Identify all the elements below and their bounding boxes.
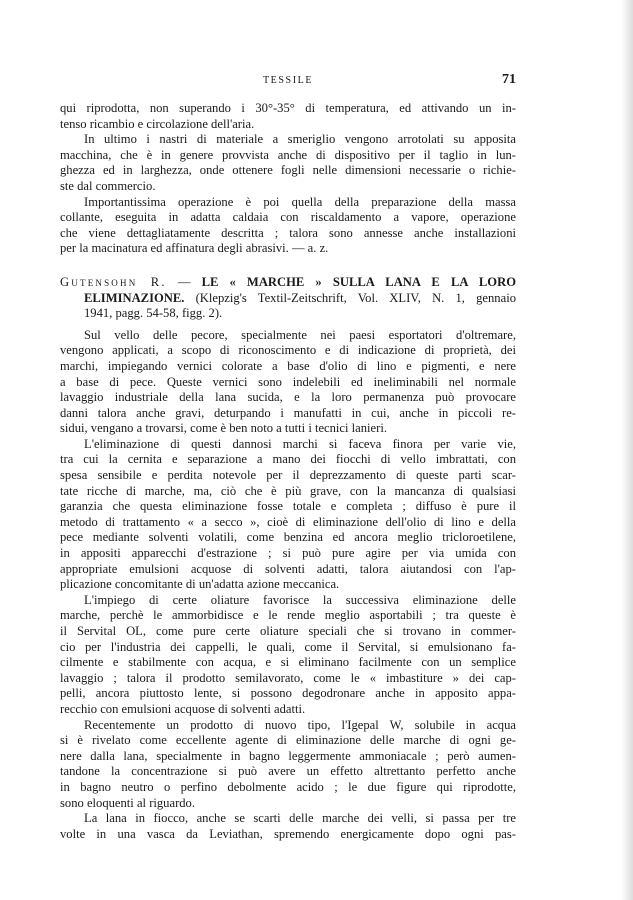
abstract-paragraph-2	[60, 437, 516, 593]
text-line: cilmente e stabilmente con acqua, e si eliminano facilmente con un semplice	[60, 655, 516, 670]
text-line: cio per l'industria dei cappelli, le quali, come il Servital, si emulsionano fa-	[60, 639, 516, 654]
text-line: metodo di trattamento « a secco », cioè di eliminazione dell'olio di lino e della	[60, 514, 516, 529]
text-line: tandone la concentrazione si può avere un effetto altrettanto perfetto anche	[60, 764, 516, 779]
text-line: collante, eseguita in adatta caldaia con riscaldamento a vapore, operazione	[60, 210, 516, 225]
abstract-paragraph-5	[60, 811, 516, 842]
running-head	[60, 72, 516, 90]
author-name: Gutensohn R.	[60, 274, 167, 289]
abstract-paragraph-3	[60, 593, 516, 718]
abstract-paragraph-4	[60, 718, 516, 812]
citation-part-2: 1941, pagg. 54-58, figg. 2).	[84, 306, 223, 321]
text-line: In ultimo i nastri di materiale a smeriglio vengono arrotolati su apposita	[84, 132, 516, 147]
text-line: Importantissima operazione è poi quella della preparazione della massa	[84, 194, 516, 209]
text-line: marche, perchè le ammorbidisce e le rende meglio asportabili ; tra queste è	[60, 608, 516, 623]
article-title-part-1: LE « MARCHE » SULLA LANA E LA LORO	[201, 274, 516, 289]
text-line: che viene dettagliatamente descritta ; talora sono annesse anche installazioni	[60, 225, 516, 240]
text-line: macchina, che è in genere provvista anche di dispositivo per il taglio in lun-	[60, 147, 516, 162]
text-line: La lana in fiocco, anche se scarti delle marche dei velli, si passa per tre	[84, 811, 516, 826]
text-line: marchi, impiegando vernici colorate a base d'olio di lino e pigmenti, e nere	[60, 358, 516, 373]
intro-paragraph-3	[60, 195, 516, 257]
page-edge-shadow	[621, 0, 633, 900]
text-line: ghezza ed in larghezza, onde ottenere fogli nelle dimensioni necessarie o richie-	[60, 163, 516, 178]
text-line: a base di pece. Queste vernici sono indelebili ed ineliminabili nel normale	[60, 374, 516, 389]
intro-paragraph-2	[60, 132, 516, 194]
text-line: in appositi apparecchi d'estrazione ; si può pure agire per via umida con	[60, 546, 516, 561]
text-line: si è rivelato come eccellente agente di eliminazione delle marche di ogni ge-	[60, 733, 516, 748]
text-line: ste dal commercio.	[60, 178, 156, 193]
page-number: 71	[502, 72, 516, 87]
text-line: plicazione concomitante di un'adatta azione meccanica.	[60, 577, 340, 592]
text-line: tate ricche di marche, ma, ciò che è più grave, con la mancanza di qualsiasi	[60, 483, 516, 498]
text-line: spesa sensibile e perdita notevole per il deprezzamento di queste parti scar-	[60, 468, 516, 483]
text-line: il Servital OL, come pure certe oliature speciali che si trovano in commer-	[60, 624, 516, 638]
text-line: in bagno neutro o perfino debolmente acido ; le due figure qui riprodotte,	[60, 779, 516, 794]
text-line: pece mediante solventi volatili, come benzina ed ancora meglio tricloroetilene,	[60, 530, 516, 545]
section-title: TESSILE	[262, 75, 314, 86]
text-line: vengono applicati, a scopo di riconoscimento e di indicazione di proprietà, dei	[60, 343, 516, 358]
text-line: volte in una vasca da Leviathan, spremendo energicamente dopo ogni pas-	[60, 826, 516, 841]
article-title-part-2: ELIMINAZIONE.	[84, 290, 185, 305]
text-line: Sul vello delle pecore, specialmente nei paesi esportatori d'oltremare,	[84, 327, 516, 342]
text-line: garanzia che questa eliminazione fosse totale e completa ; diffuso è pure il	[60, 499, 516, 514]
text-line: Recentemente un prodotto di nuovo tipo, l'Igepal W, solubile in acqua	[84, 717, 516, 732]
text-line: nere dalla lana, specialmente in bagno leggermente ammoniacale ; però aumen-	[60, 748, 516, 763]
heading-dash: —	[166, 274, 202, 289]
abstract-paragraph-1	[60, 328, 516, 437]
text-line: pelli, ancora piuttosto lente, si possono degodronare anche in apposito appa-	[60, 686, 516, 701]
text-line: L'impiego di certe oliature favorisce la successiva eliminazione delle	[84, 592, 516, 607]
text-line: L'eliminazione di questi dannosi marchi si faceva finora per varie vie,	[84, 436, 516, 451]
text-line: recchio con emulsioni acquose di solventi adatti.	[60, 701, 306, 716]
intro-paragraph-1	[60, 101, 516, 132]
text-line: tenso ricambio e circolazione dell'aria.	[60, 116, 255, 131]
text-line: qui riprodotta, non superando i 30°-35° di temperatura, ed attivando un in-	[60, 101, 516, 115]
text-line: sidui, vengano a trovarsi, come è ben noto a tutti i tecnici lanieri.	[60, 421, 387, 436]
heading-line-1	[60, 275, 516, 291]
text-line: appropriate emulsioni acquose di solventi adatti, talora aiutandosi con l'ap-	[60, 561, 516, 576]
heading-line-3	[60, 306, 516, 322]
citation-part-1: (Klepzig's Textil-Zeitschrift, Vol. XLIV, N. 1, gennaio	[184, 290, 516, 305]
heading-line-2	[60, 291, 516, 307]
abstract-heading	[60, 275, 516, 322]
text-line: lavaggio industriale della lana sucida, e la loro permanenza può provocare	[60, 390, 516, 405]
text-line: tra cui la cernita e separazione a mano dei fiocchi di vello imbrattati, con	[60, 452, 516, 467]
text-line: lavaggio ; talora il prodotto semilavorato, come le « imbastiture » dei cap-	[60, 670, 516, 685]
text-line: danni talora anche gravi, deturpando i manufatti in cui, anche in piccoli re-	[60, 405, 516, 420]
body-text	[60, 101, 516, 842]
text-line: per la macinatura ed affinatura degli abrasivi. — a. z.	[60, 241, 329, 256]
text-line: sono eloquenti al riguardo.	[60, 795, 196, 810]
